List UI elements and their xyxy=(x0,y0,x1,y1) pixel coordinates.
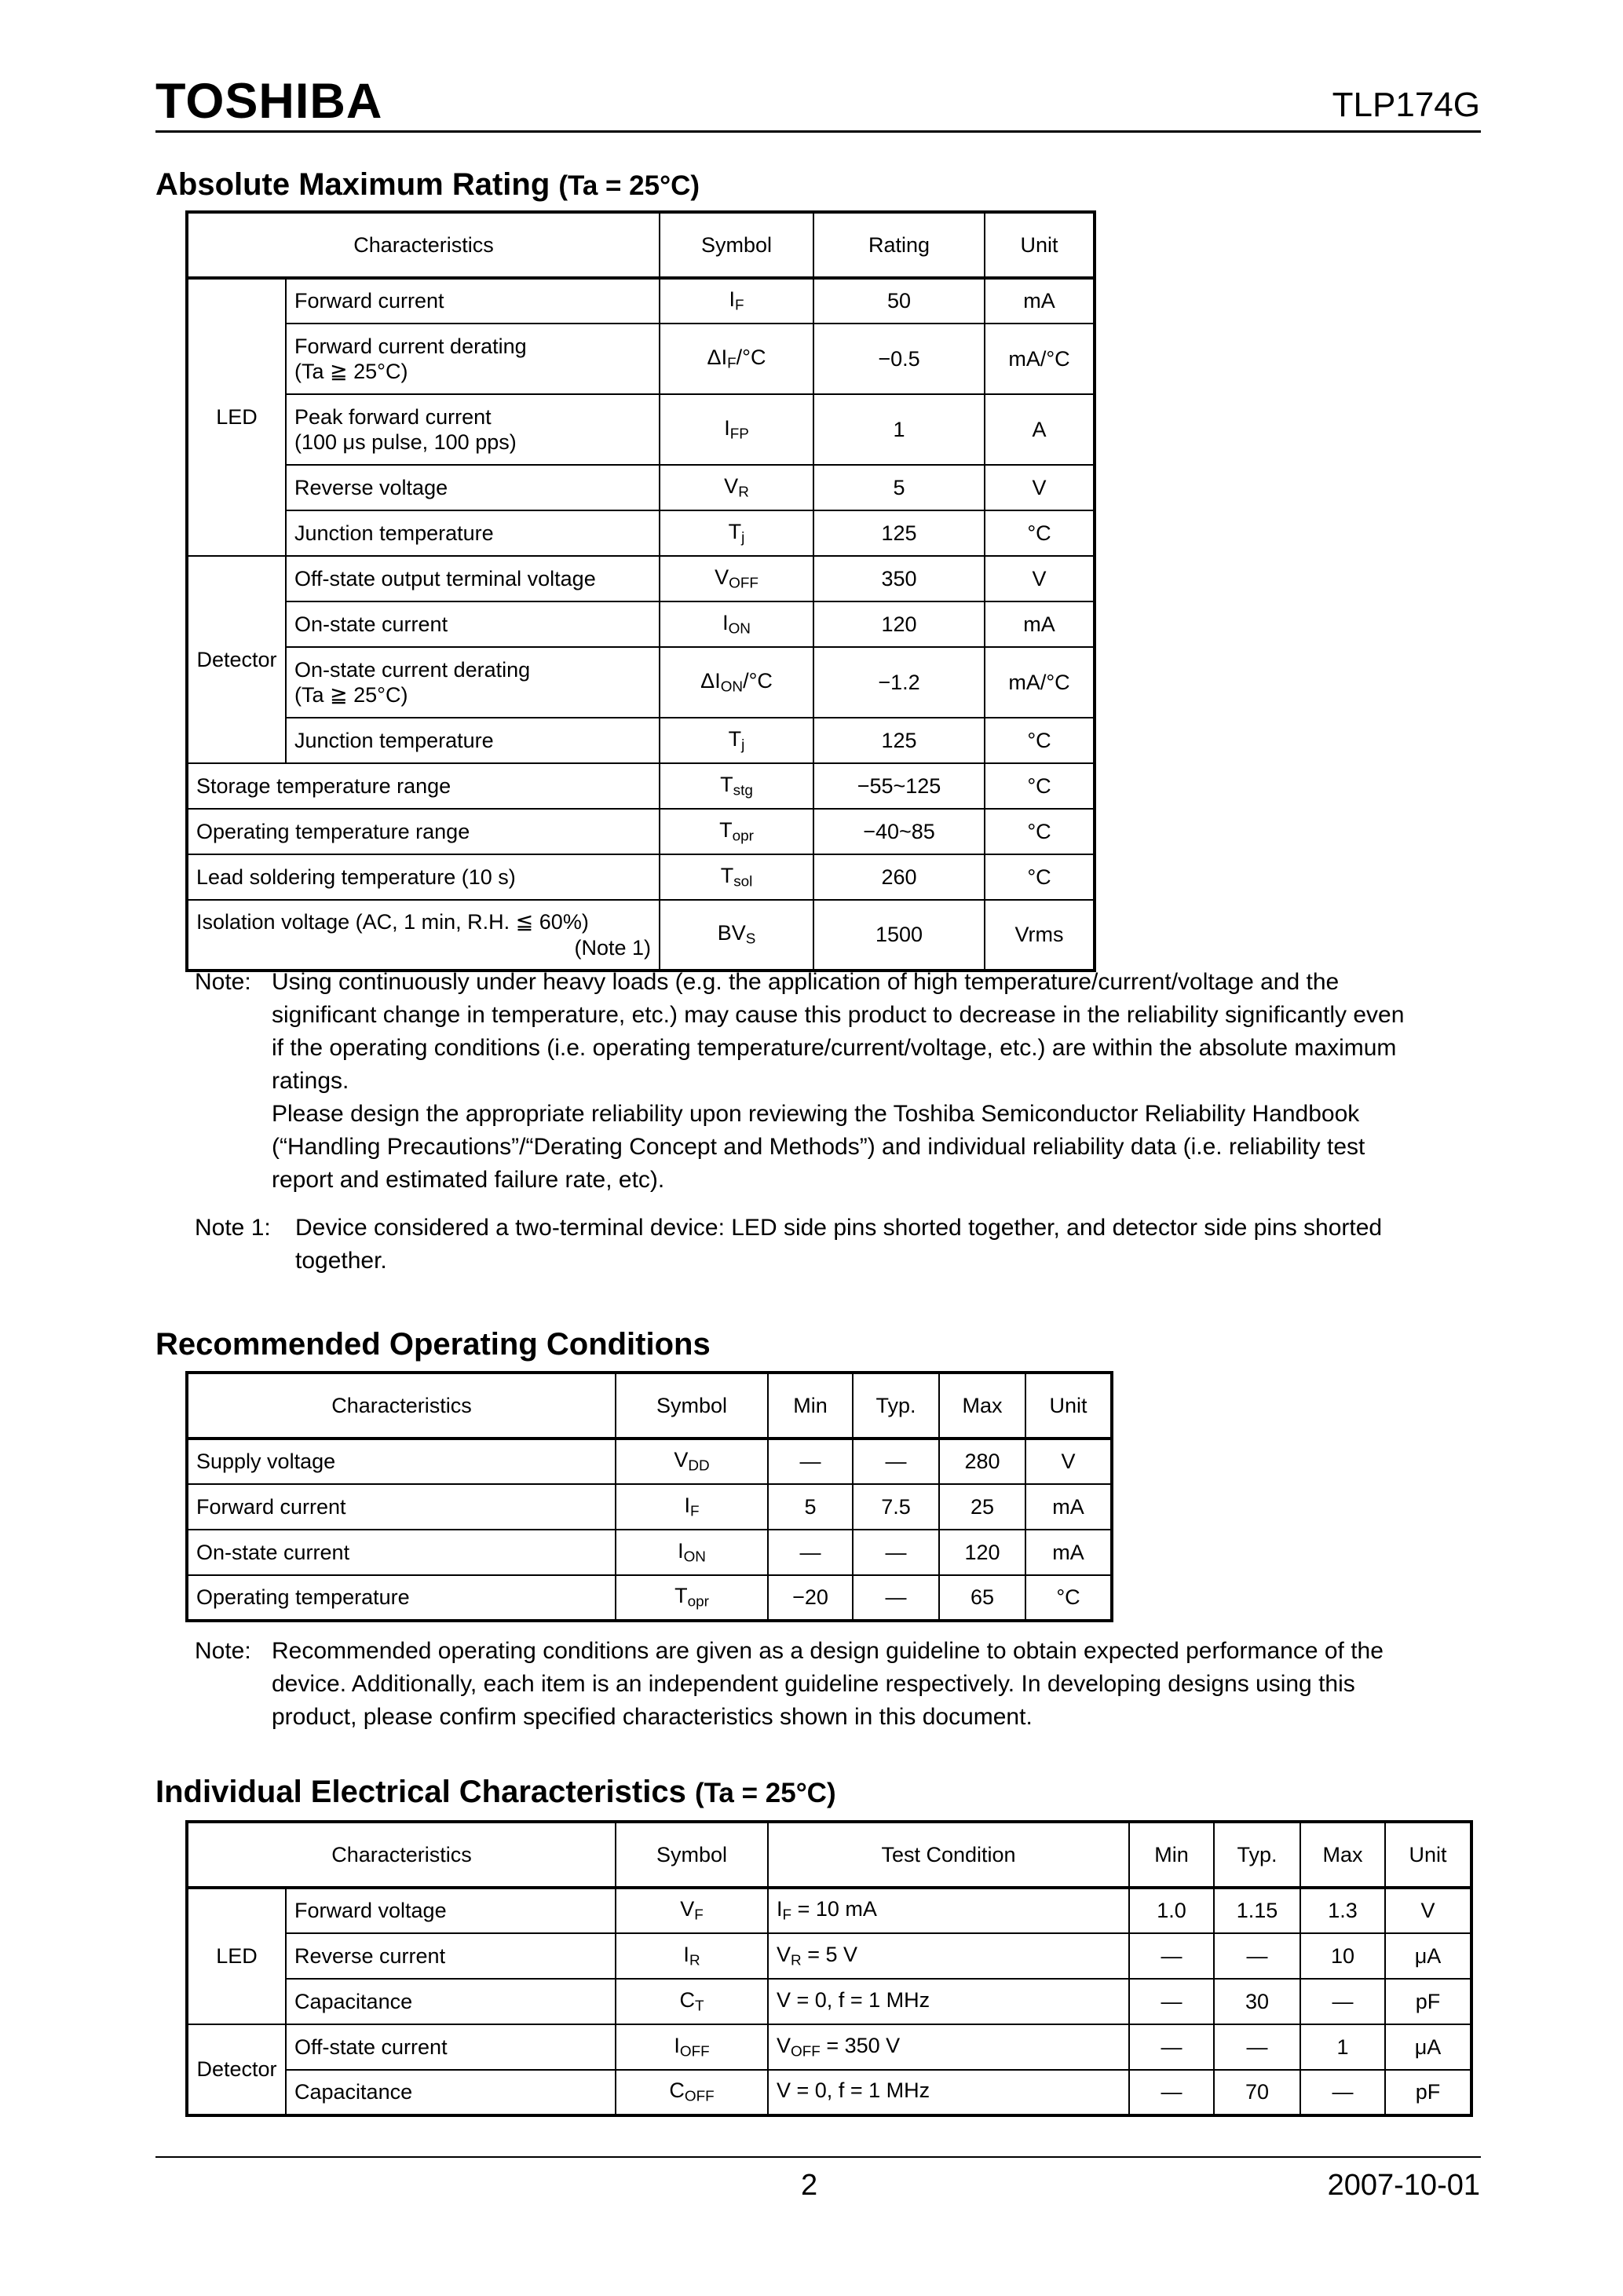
min-value: — xyxy=(1129,1933,1214,1979)
symbol-subscript: F xyxy=(689,1503,700,1520)
col-header: Characteristics xyxy=(187,212,660,278)
table-row xyxy=(187,2024,1471,2070)
unit-value: μA xyxy=(1385,1933,1471,1979)
characteristic-cell: Off-state current xyxy=(286,2024,616,2070)
min-value: — xyxy=(768,1530,853,1575)
table-row xyxy=(187,601,1095,647)
header-divider xyxy=(155,130,1481,133)
individual-electrical-characteristics-table xyxy=(185,1820,1473,2117)
unit-value: A xyxy=(985,394,1095,465)
characteristic-name: Isolation voltage (AC, 1 min, R.H. ≦ 60%) xyxy=(196,910,589,934)
characteristic-cell: Forward voltage xyxy=(286,1888,616,1933)
symbol-cell xyxy=(660,809,813,854)
note-line: device. Additionally, each item is an independent guideline respectively. In developing designs using this xyxy=(272,1671,1355,1697)
characteristic-cell: Supply voltage xyxy=(187,1439,616,1484)
table-row xyxy=(187,718,1095,763)
symbol-cell xyxy=(660,854,813,900)
rating-value: 1 xyxy=(813,394,985,465)
col-header: Min xyxy=(1129,1822,1214,1888)
note-line: Using continuously under heavy loads (e.g. the application of high temperature/current/voltage and the xyxy=(272,969,1340,995)
symbol-base: T xyxy=(674,1584,688,1608)
rating-value: 350 xyxy=(813,556,985,601)
col-header: Test Condition xyxy=(768,1822,1129,1888)
table-row xyxy=(187,809,1095,854)
typ-value: — xyxy=(1214,2024,1300,2070)
characteristic-name: Lead soldering temperature (10 s) xyxy=(196,865,516,889)
characteristic-cell xyxy=(286,324,660,394)
symbol-base: I xyxy=(722,610,729,634)
col-header: Symbol xyxy=(616,1373,768,1439)
roc-note xyxy=(195,1635,1384,1734)
characteristic-cell xyxy=(187,809,660,854)
symbol-base: T xyxy=(728,519,742,543)
symbol-subscript: T xyxy=(694,1998,704,2015)
min-value: 5 xyxy=(768,1484,853,1530)
symbol-cell xyxy=(660,510,813,556)
characteristic-cell xyxy=(286,556,660,601)
unit-value: Vrms xyxy=(985,900,1095,971)
document-date: 2007-10-01 xyxy=(1327,2169,1480,2202)
col-header: Unit xyxy=(1385,1822,1471,1888)
amr-note xyxy=(195,966,1404,1197)
unit-value: μA xyxy=(1385,2024,1471,2070)
max-value: — xyxy=(1300,1979,1385,2024)
symbol-base: C xyxy=(669,2078,685,2103)
min-value: −20 xyxy=(768,1575,853,1621)
condition-subscript: OFF xyxy=(791,2043,821,2060)
note-label: Note 1: xyxy=(195,1215,271,1241)
characteristic-cell xyxy=(286,465,660,510)
symbol-base: I xyxy=(724,415,730,440)
table-row xyxy=(187,647,1095,718)
rating-value: 125 xyxy=(813,510,985,556)
rating-value: 50 xyxy=(813,278,985,324)
symbol-cell xyxy=(660,647,813,718)
table-row xyxy=(187,465,1095,510)
typ-value: — xyxy=(1214,1933,1300,1979)
table-row xyxy=(187,556,1095,601)
characteristic-cell xyxy=(286,647,660,718)
symbol-suffix: /°C xyxy=(736,345,766,369)
symbol-cell xyxy=(616,1484,768,1530)
characteristic-cell: Operating temperature xyxy=(187,1575,616,1621)
characteristic-cell xyxy=(187,763,660,809)
symbol-base: T xyxy=(720,863,734,887)
col-header: Characteristics xyxy=(187,1822,616,1888)
characteristic-name: On-state current xyxy=(294,612,448,636)
iec-condition: (Ta = 25°C) xyxy=(694,1778,836,1808)
characteristic-name: Reverse voltage xyxy=(294,475,448,499)
characteristic-cell: On-state current xyxy=(187,1530,616,1575)
note-line: significant change in temperature, etc.) may cause this product to decrease in the reliability significantly even xyxy=(272,1002,1405,1028)
footer-divider xyxy=(155,2156,1481,2158)
rating-value: 125 xyxy=(813,718,985,763)
symbol-subscript: OFF xyxy=(684,2088,715,2105)
col-header: Max xyxy=(939,1373,1025,1439)
min-value: — xyxy=(1129,2070,1214,2115)
note-text xyxy=(272,1635,1384,1734)
characteristic-cell: Capacitance xyxy=(286,1979,616,2024)
unit-value: V xyxy=(1385,1888,1471,1933)
unit-value: mA/°C xyxy=(985,647,1095,718)
characteristic-name: Off-state output terminal voltage xyxy=(294,566,596,590)
max-value: 10 xyxy=(1300,1933,1385,1979)
rating-value: 5 xyxy=(813,465,985,510)
note-label: Note: xyxy=(195,969,251,995)
characteristic-name: Peak forward current xyxy=(294,404,492,429)
characteristic-name: Junction temperature xyxy=(294,728,494,752)
symbol-cell xyxy=(616,1979,768,2024)
col-header: Max xyxy=(1300,1822,1385,1888)
condition-base: V = 0, f = 1 MHz xyxy=(777,1987,930,2012)
symbol-subscript: ON xyxy=(683,1548,706,1566)
condition-base: V xyxy=(777,2033,791,2057)
table-row xyxy=(187,510,1095,556)
typ-value: 1.15 xyxy=(1214,1888,1300,1933)
table-header-row xyxy=(187,212,1095,278)
rating-value: −40~85 xyxy=(813,809,985,854)
symbol-cell xyxy=(660,601,813,647)
max-value: 120 xyxy=(939,1530,1025,1575)
symbol-cell xyxy=(616,1888,768,1933)
symbol-subscript: sol xyxy=(733,873,753,890)
col-header: Typ. xyxy=(1214,1822,1300,1888)
col-header: Symbol xyxy=(616,1822,768,1888)
table-row xyxy=(187,854,1095,900)
col-header: Unit xyxy=(1025,1373,1112,1439)
condition-value: = 10 mA xyxy=(791,1897,877,1921)
table-row xyxy=(187,1530,1112,1575)
symbol-base: V xyxy=(724,473,739,498)
symbol-subscript: S xyxy=(745,930,756,948)
unit-value: °C xyxy=(985,763,1095,809)
col-header: Rating xyxy=(813,212,985,278)
min-value: — xyxy=(1129,1979,1214,2024)
characteristic-name: Forward current xyxy=(294,289,444,313)
table-row xyxy=(187,1933,1471,1979)
symbol-subscript: j xyxy=(741,529,745,547)
characteristic-name: On-state current derating xyxy=(294,657,531,682)
symbol-cell xyxy=(616,1575,768,1621)
condition-subscript: R xyxy=(791,1952,802,1969)
symbol-base: I xyxy=(729,287,735,312)
toshiba-logo: TOSHIBA xyxy=(155,74,383,129)
symbol-cell xyxy=(616,1439,768,1484)
note-line: product, please confirm specified characteristics shown in this document. xyxy=(272,1704,1033,1730)
amr-title-text: Absolute Maximum Rating xyxy=(155,167,550,202)
symbol-subscript: F xyxy=(735,297,744,314)
amr-condition: (Ta = 25°C) xyxy=(558,170,700,201)
note-line: ratings. xyxy=(272,1068,349,1094)
symbol-base: I xyxy=(683,1942,689,1966)
unit-value: pF xyxy=(1385,1979,1471,2024)
symbol-subscript: ON xyxy=(728,620,751,638)
unit-value: mA xyxy=(985,278,1095,324)
note-line: (“Handling Precautions”/“Derating Concept and Methods”) and individual reliability data (i.e. reliability test xyxy=(272,1134,1365,1160)
unit-value: mA xyxy=(1025,1484,1112,1530)
characteristic-cell xyxy=(187,854,660,900)
symbol-base: T xyxy=(728,726,742,751)
characteristic-cell: Forward current xyxy=(187,1484,616,1530)
max-value: 65 xyxy=(939,1575,1025,1621)
symbol-base: I xyxy=(678,1538,684,1563)
characteristic-name: Storage temperature range xyxy=(196,773,451,798)
max-value: 1.3 xyxy=(1300,1888,1385,1933)
unit-value: °C xyxy=(985,718,1095,763)
amr-title xyxy=(155,169,700,200)
amr-note-1 xyxy=(195,1212,1382,1278)
symbol-cell xyxy=(660,394,813,465)
symbol-prefix: Δ xyxy=(707,345,722,369)
table-row xyxy=(187,1888,1471,1933)
symbol-cell xyxy=(660,556,813,601)
symbol-cell xyxy=(660,324,813,394)
unit-value: V xyxy=(985,465,1095,510)
min-value: — xyxy=(768,1439,853,1484)
recommended-operating-conditions-table xyxy=(185,1371,1113,1622)
symbol-subscript: DD xyxy=(688,1457,710,1475)
symbol-subscript: opr xyxy=(732,828,754,845)
min-value: — xyxy=(1129,2024,1214,2070)
unit-value: pF xyxy=(1385,2070,1471,2115)
test-condition-cell xyxy=(768,2024,1129,2070)
symbol-base: T xyxy=(720,772,733,796)
symbol-cell xyxy=(660,718,813,763)
rating-value: −1.2 xyxy=(813,647,985,718)
max-value: 280 xyxy=(939,1439,1025,1484)
col-header: Characteristics xyxy=(187,1373,616,1439)
table-header-row xyxy=(187,1822,1471,1888)
symbol-subscript: j xyxy=(741,737,745,754)
rating-value: 1500 xyxy=(813,900,985,971)
note-line: Device considered a two-terminal device: LED side pins shorted together, and detector side pins shorted xyxy=(295,1215,1383,1241)
characteristic-cell xyxy=(286,278,660,324)
symbol-subscript: F xyxy=(727,355,737,372)
typ-value: — xyxy=(853,1439,939,1484)
characteristic-name: Junction temperature xyxy=(294,521,494,545)
unit-value: °C xyxy=(985,809,1095,854)
condition-base: I xyxy=(777,1897,783,1921)
note-label: Note: xyxy=(195,1638,251,1664)
unit-value: mA xyxy=(985,601,1095,647)
symbol-cell xyxy=(660,763,813,809)
symbol-base: BV xyxy=(717,921,746,945)
rating-value: −55~125 xyxy=(813,763,985,809)
characteristic-cell xyxy=(286,510,660,556)
symbol-base: V xyxy=(674,1448,689,1472)
characteristic-name: Forward current derating xyxy=(294,334,527,358)
symbol-subscript: OFF xyxy=(679,2043,710,2060)
characteristic-cell: Capacitance xyxy=(286,2070,616,2115)
symbol-subscript: opr xyxy=(687,1593,709,1610)
symbol-cell xyxy=(616,2070,768,2115)
test-condition-cell xyxy=(768,1933,1129,1979)
condition-subscript: F xyxy=(782,1907,792,1924)
test-condition-cell xyxy=(768,1888,1129,1933)
symbol-base: I xyxy=(674,2033,680,2057)
characteristic-cell xyxy=(187,900,660,971)
table-row xyxy=(187,1439,1112,1484)
symbol-cell xyxy=(660,278,813,324)
unit-value: V xyxy=(1025,1439,1112,1484)
symbol-subscript: OFF xyxy=(729,575,758,592)
rating-value: −0.5 xyxy=(813,324,985,394)
symbol-base: I xyxy=(715,668,721,693)
note-line: report and estimated failure rate, etc). xyxy=(272,1167,665,1193)
min-value: 1.0 xyxy=(1129,1888,1214,1933)
unit-value: mA xyxy=(1025,1530,1112,1575)
unit-value: °C xyxy=(985,854,1095,900)
symbol-subscript: R xyxy=(738,484,749,501)
characteristic-cell xyxy=(286,601,660,647)
symbol-cell xyxy=(616,1530,768,1575)
symbol-cell xyxy=(660,465,813,510)
typ-value: 30 xyxy=(1214,1979,1300,2024)
max-value: 25 xyxy=(939,1484,1025,1530)
max-value: — xyxy=(1300,2070,1385,2115)
unit-value: V xyxy=(985,556,1095,601)
characteristic-detail: (Ta ≧ 25°C) xyxy=(294,360,408,383)
symbol-subscript: R xyxy=(689,1952,700,1969)
rating-value: 260 xyxy=(813,854,985,900)
characteristic-detail: (Ta ≧ 25°C) xyxy=(294,683,408,707)
table-row xyxy=(187,1484,1112,1530)
condition-base: V = 0, f = 1 MHz xyxy=(777,2078,930,2103)
characteristic-detail: (100 μs pulse, 100 pps) xyxy=(294,430,517,454)
table-row xyxy=(187,278,1095,324)
note-line: Please design the appropriate reliability upon reviewing the Toshiba Semiconductor Reliability Handbook xyxy=(272,1101,1360,1127)
col-header: Min xyxy=(768,1373,853,1439)
symbol-base: V xyxy=(715,565,729,589)
note-line: if the operating conditions (i.e. operating temperature/current/voltage, etc.) are within the absolute maximum xyxy=(272,1035,1397,1061)
test-condition-cell xyxy=(768,2070,1129,2115)
characteristic-cell: Reverse current xyxy=(286,1933,616,1979)
test-condition-cell xyxy=(768,1979,1129,2024)
symbol-subscript: ON xyxy=(720,678,744,696)
symbol-cell xyxy=(660,900,813,971)
group-label: LED xyxy=(187,278,286,556)
table-row xyxy=(187,900,1095,971)
roc-title: Recommended Operating Conditions xyxy=(155,1327,711,1362)
table-row xyxy=(187,1575,1112,1621)
table-row xyxy=(187,763,1095,809)
condition-base: V xyxy=(777,1942,791,1966)
symbol-base: T xyxy=(719,817,733,842)
characteristic-name: Operating temperature range xyxy=(196,819,470,843)
table-row xyxy=(187,324,1095,394)
typ-value: — xyxy=(853,1575,939,1621)
col-header: Symbol xyxy=(660,212,813,278)
characteristic-detail: (Note 1) xyxy=(574,935,652,960)
group-label: Detector xyxy=(187,2024,286,2115)
unit-value: °C xyxy=(1025,1575,1112,1621)
col-header: Typ. xyxy=(853,1373,939,1439)
condition-value: = 5 V xyxy=(801,1942,857,1966)
note-text xyxy=(272,966,1404,1197)
iec-title-text: Individual Electrical Characteristics xyxy=(155,1775,686,1809)
symbol-cell xyxy=(616,2024,768,2070)
characteristic-cell xyxy=(286,394,660,465)
symbol-base: C xyxy=(679,1987,695,2012)
page-number: 2 xyxy=(801,2169,818,2202)
group-label: LED xyxy=(187,1888,286,2024)
max-value: 1 xyxy=(1300,2024,1385,2070)
table-row xyxy=(187,1979,1471,2024)
symbol-base: I xyxy=(684,1493,690,1517)
table-row xyxy=(187,394,1095,465)
iec-title xyxy=(155,1776,836,1808)
group-label: Detector xyxy=(187,556,286,763)
symbol-cell xyxy=(616,1933,768,1979)
symbol-subscript: FP xyxy=(729,426,749,443)
typ-value: 7.5 xyxy=(853,1484,939,1530)
note-line: together. xyxy=(295,1248,387,1274)
symbol-base: I xyxy=(721,345,728,369)
symbol-base: V xyxy=(680,1897,695,1921)
part-number: TLP174G xyxy=(1332,86,1480,124)
condition-value: = 350 V xyxy=(820,2033,901,2057)
unit-value: mA/°C xyxy=(985,324,1095,394)
symbol-prefix: Δ xyxy=(700,668,715,693)
symbol-subscript: F xyxy=(694,1907,704,1924)
typ-value: — xyxy=(853,1530,939,1575)
typ-value: 70 xyxy=(1214,2070,1300,2115)
note-text xyxy=(295,1212,1382,1278)
symbol-subscript: stg xyxy=(733,782,753,799)
unit-value: °C xyxy=(985,510,1095,556)
characteristic-cell xyxy=(286,718,660,763)
table-header-row xyxy=(187,1373,1112,1439)
col-header: Unit xyxy=(985,212,1095,278)
note-line: Recommended operating conditions are given as a design guideline to obtain expected performance of the xyxy=(272,1638,1384,1664)
symbol-suffix: /°C xyxy=(743,668,773,693)
rating-value: 120 xyxy=(813,601,985,647)
table-row xyxy=(187,2070,1471,2115)
absolute-maximum-rating-table xyxy=(185,210,1096,972)
